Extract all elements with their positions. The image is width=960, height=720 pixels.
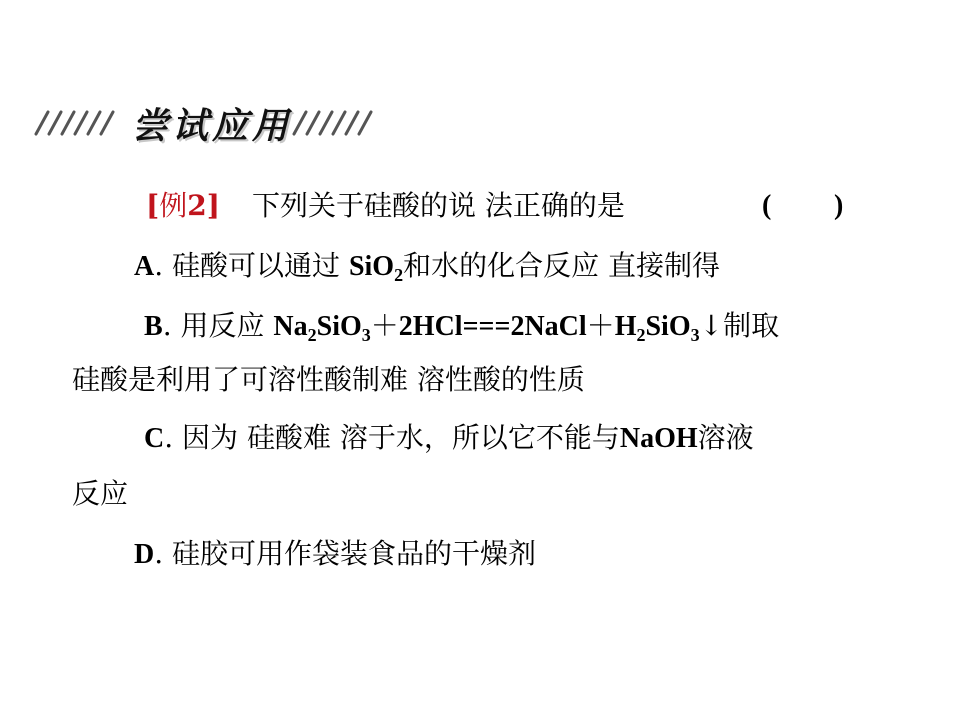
hatch-right-decoration — [290, 110, 382, 136]
example-tag: [例2] — [146, 189, 220, 222]
option-c: C. 因为 硅酸难 溶于水，所以它不能与NaOH溶液 — [144, 421, 754, 454]
hatch-left-decoration — [32, 110, 124, 136]
option-b: B. 用反应 $Na_2SiO_3+2HCl===2NaCl+H_2SiO_3↓$制取 — [144, 309, 780, 345]
question-stem — [146, 186, 625, 226]
option-d-letter: D — [134, 539, 155, 570]
option-d: D. 硅胶可用作袋装食品的干燥剂 — [134, 537, 537, 570]
answer-paren-open: ( — [762, 190, 772, 221]
option-c-letter: C — [144, 423, 165, 454]
answer-paren-close: ) — [834, 190, 844, 221]
option-a-letter: A — [134, 251, 155, 282]
section-header — [32, 96, 392, 148]
section-title: 尝试应用 — [132, 106, 293, 147]
option-b-line2: 硅酸是利用了可溶性酸制难 溶性酸的性质 — [72, 363, 585, 396]
stem-text: 下列关于硅酸的说 法正确的是 — [252, 189, 625, 222]
option-c-line2: 反应 — [72, 477, 129, 510]
option-a: A. 硅酸可以通过 SiO$_2$和水的化合反应 直接制得 — [134, 249, 720, 285]
option-b-letter: B — [144, 311, 163, 342]
